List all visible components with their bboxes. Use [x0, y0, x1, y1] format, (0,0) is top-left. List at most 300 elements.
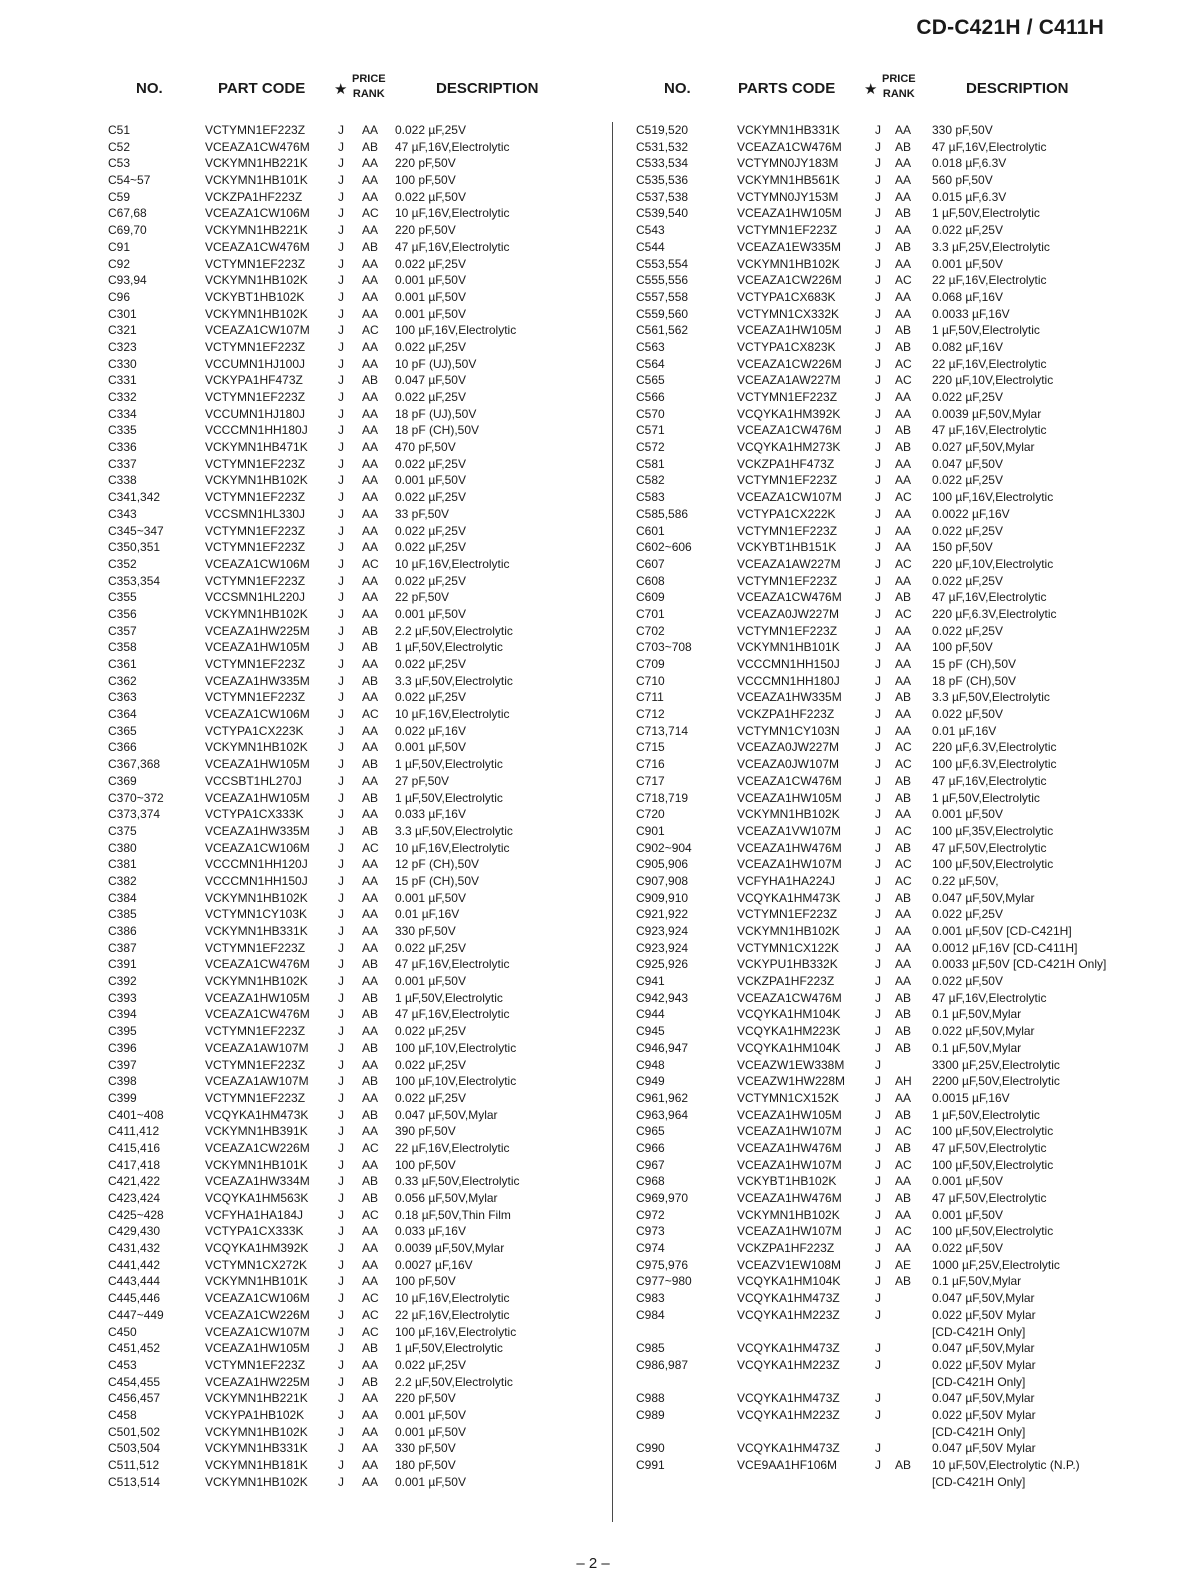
part-number: C535,536 — [636, 173, 689, 188]
part-number: C702 — [636, 623, 665, 638]
table-row — [636, 1390, 1136, 1407]
parts-table-left — [108, 70, 608, 1490]
part-number: C585,586 — [636, 506, 689, 521]
part-description: [CD-C421H Only] — [932, 1374, 1026, 1389]
part-number: C555,556 — [636, 273, 689, 288]
part-description: 10 pF (UJ),50V — [395, 356, 477, 371]
part-code: VCKYMN1HB221K — [205, 156, 308, 171]
table-row — [636, 1324, 1136, 1341]
part-number: C441,442 — [108, 1257, 161, 1272]
table-row — [108, 1173, 608, 1190]
destination-code: J — [875, 790, 881, 805]
part-code: VCEAZA1HW476M — [737, 840, 842, 855]
table-row — [636, 289, 1136, 306]
part-number: C364 — [108, 707, 137, 722]
destination-code: J — [338, 840, 344, 855]
part-code: VCEAZA1HW105M — [205, 790, 310, 805]
price-rank: AA — [362, 490, 379, 505]
table-row — [636, 856, 1136, 873]
part-code: VCTYMN1CX272K — [205, 1257, 308, 1272]
part-code: VCEAZA1HW335M — [737, 690, 842, 705]
part-description: 0.022 µF,25V — [395, 690, 466, 705]
part-code: VCTYMN1EF223Z — [737, 523, 838, 538]
price-rank: AA — [362, 1407, 379, 1422]
price-rank: AA — [362, 924, 379, 938]
table-row — [108, 1073, 608, 1090]
price-rank: AA — [895, 623, 912, 638]
part-description: 0.01 µF,16V — [932, 723, 997, 738]
destination-code: J — [875, 306, 881, 321]
table-row — [108, 990, 608, 1007]
table-row — [108, 589, 608, 606]
part-code: VCEAZA0JW107M — [737, 757, 840, 772]
destination-code: J — [338, 640, 344, 655]
part-description: 0.33 µF,50V,Electrolytic — [395, 1174, 520, 1189]
price-rank: AB — [362, 1374, 379, 1389]
destination-code: J — [338, 1341, 344, 1356]
part-number: C423,424 — [108, 1191, 161, 1205]
part-code: VCE9AA1HF106M — [737, 1458, 838, 1472]
destination-code: J — [875, 239, 881, 254]
destination-code: J — [875, 623, 881, 638]
destination-code: J — [875, 423, 881, 438]
header-star-icon: ★ — [864, 81, 878, 98]
part-description: 0.0027 µF,16V — [395, 1257, 473, 1272]
part-number: C513,514 — [108, 1474, 161, 1489]
part-number: C909,910 — [636, 890, 689, 905]
part-description: 100 pF,50V — [395, 1157, 456, 1172]
part-number: C429,430 — [108, 1224, 161, 1239]
part-code: VCTYMN1CY103N — [737, 723, 840, 738]
destination-code: J — [338, 1274, 344, 1289]
table-row — [636, 139, 1136, 156]
table-row — [108, 339, 608, 356]
price-rank: AA — [895, 673, 912, 688]
header-price-rank: PRICE RANK — [882, 73, 916, 100]
part-code: VCEAZA1HW107M — [737, 1224, 842, 1239]
part-number: C561,562 — [636, 323, 689, 338]
part-code: VCKYMN1HB561K — [737, 173, 840, 188]
part-code: VCEAZA1HW105M — [737, 206, 842, 221]
part-description: 22 µF,16V,Electrolytic — [932, 356, 1047, 371]
part-number: C380 — [108, 840, 137, 855]
table-row — [636, 306, 1136, 323]
destination-code: J — [338, 406, 344, 421]
part-description: 100 µF,50V,Electrolytic — [932, 1124, 1054, 1139]
price-rank: AB — [895, 1140, 912, 1155]
part-code: VCQYKA1HM223Z — [737, 1407, 840, 1422]
table-row — [636, 906, 1136, 923]
table-row — [108, 272, 608, 289]
part-number: C92 — [108, 256, 131, 271]
part-number: C393 — [108, 990, 137, 1005]
destination-code: J — [338, 1291, 344, 1306]
destination-code: J — [338, 1207, 344, 1222]
destination-code: J — [875, 1391, 881, 1406]
destination-code: J — [338, 974, 344, 989]
table-row — [636, 1307, 1136, 1324]
table-row — [108, 1474, 608, 1491]
part-code: VCEAZA1HW107M — [737, 1124, 842, 1139]
destination-code: J — [338, 189, 344, 204]
destination-code: J — [875, 573, 881, 588]
part-code: VCTYMN1EF223Z — [737, 907, 838, 922]
part-description: 0.022 µF,25V — [395, 1057, 466, 1072]
table-row — [108, 422, 608, 439]
part-description: 0.001 µF,50V — [395, 740, 466, 755]
part-description: 0.022 µF,25V — [395, 540, 466, 555]
price-rank: AA — [895, 723, 912, 738]
part-code: VCEAZA1HW335M — [205, 823, 310, 838]
part-description: 0.047 µF,50V,Mylar — [395, 1107, 498, 1122]
destination-code: J — [875, 1241, 881, 1256]
destination-code: J — [875, 490, 881, 505]
part-code: VCTYMN1EF223Z — [205, 339, 306, 354]
part-number: C571 — [636, 423, 665, 438]
destination-code: J — [875, 1057, 881, 1072]
destination-code: J — [338, 1458, 344, 1472]
destination-code: J — [875, 1140, 881, 1155]
part-description: 0.001 µF,50V — [932, 1207, 1003, 1222]
part-code: VCEAZA1HW225M — [205, 623, 310, 638]
price-rank: AA — [362, 456, 379, 471]
part-description: 0.022 µF,25V — [395, 573, 466, 588]
part-description: 330 pF,50V — [395, 1441, 456, 1456]
part-code: VCTYMN1EF223Z — [205, 540, 306, 555]
destination-code: J — [875, 1040, 881, 1055]
table-row — [108, 1324, 608, 1341]
part-code: VCKYMN1HB102K — [205, 606, 308, 621]
part-code: VCTYMN1EF223Z — [205, 390, 306, 404]
destination-code: J — [338, 390, 344, 404]
part-number: C443,444 — [108, 1274, 161, 1289]
table-row — [108, 1307, 608, 1324]
destination-code: J — [875, 506, 881, 521]
price-rank: AB — [362, 990, 379, 1005]
part-code: VCEAZA1CW476M — [737, 990, 842, 1005]
destination-code: J — [338, 506, 344, 521]
table-row — [108, 439, 608, 456]
price-rank: AA — [895, 123, 912, 137]
part-code: VCEAZA1CW476M — [737, 139, 842, 154]
part-code: VCQYKA1HM563K — [205, 1191, 309, 1205]
price-rank: AA — [895, 1241, 912, 1256]
part-description: 10 µF,50V,Electrolytic (N.P.) — [932, 1458, 1080, 1472]
destination-code: J — [338, 473, 344, 488]
part-description: 560 pF,50V — [932, 173, 993, 188]
price-rank: AC — [362, 206, 379, 221]
price-rank: AC — [362, 1291, 379, 1306]
part-number: C701 — [636, 606, 665, 621]
part-number: C941 — [636, 974, 665, 989]
part-number: C948 — [636, 1057, 665, 1072]
table-row — [636, 1357, 1136, 1374]
part-number: C709 — [636, 657, 665, 671]
table-row — [636, 706, 1136, 723]
part-description: 0.022 µF,25V — [932, 223, 1003, 238]
part-code: VCEAZA1HW105M — [205, 990, 310, 1005]
part-code: VCTYMN1EF223Z — [737, 223, 838, 238]
price-rank: AB — [895, 1191, 912, 1205]
price-rank: AA — [362, 223, 379, 238]
part-code: VCEAZA1CW476M — [205, 139, 310, 154]
part-number: C710 — [636, 673, 665, 688]
part-number: C963,964 — [636, 1107, 689, 1122]
price-rank: AA — [362, 1424, 379, 1439]
table-row — [636, 272, 1136, 289]
part-number: C335 — [108, 423, 137, 438]
header-parts-code: PARTS CODE — [738, 80, 836, 97]
table-row — [636, 806, 1136, 823]
part-description: 0.001 µF,50V — [395, 273, 466, 288]
destination-code: J — [875, 707, 881, 722]
price-rank: AA — [362, 690, 379, 705]
part-code: VCQYKA1HM104K — [737, 1007, 841, 1022]
part-code: VCEAZA1HW105M — [737, 323, 842, 338]
price-rank: AA — [362, 123, 379, 137]
part-number: C350,351 — [108, 540, 161, 555]
part-number: C572 — [636, 440, 665, 455]
part-code: VCEAZW1EW338M — [737, 1057, 845, 1072]
part-number: C968 — [636, 1174, 665, 1189]
destination-code: J — [338, 339, 344, 354]
table-row — [108, 222, 608, 239]
part-number: C417,418 — [108, 1157, 161, 1172]
price-rank: AA — [362, 573, 379, 588]
destination-code: J — [875, 690, 881, 705]
part-number: C533,534 — [636, 156, 689, 171]
price-rank: AC — [362, 707, 379, 722]
price-rank: AC — [895, 857, 912, 872]
part-description: 10 µF,16V,Electrolytic — [395, 1291, 510, 1306]
part-code: VCEAZA1CW226M — [737, 273, 842, 288]
destination-code: J — [338, 1474, 344, 1489]
part-description: 0.022 µF,50V,Mylar — [932, 1024, 1035, 1039]
part-description: 3.3 µF,25V,Electrolytic — [932, 239, 1050, 254]
price-rank: AA — [362, 590, 379, 605]
destination-code: J — [338, 606, 344, 621]
price-rank: AB — [895, 339, 912, 354]
table-row — [636, 523, 1136, 540]
destination-code: J — [338, 807, 344, 822]
price-rank: AC — [895, 606, 912, 621]
price-rank: AA — [362, 807, 379, 822]
destination-code: J — [338, 957, 344, 972]
table-row — [636, 189, 1136, 206]
part-code: VCEAZA1HW105M — [205, 1341, 310, 1356]
destination-code: J — [338, 1107, 344, 1122]
table-row — [636, 205, 1136, 222]
price-rank: AB — [895, 690, 912, 705]
part-code: VCEAZA1AW107M — [205, 1074, 309, 1089]
part-number: C356 — [108, 606, 137, 621]
part-number: C967 — [636, 1157, 665, 1172]
part-number: C385 — [108, 907, 137, 922]
table-row — [108, 1290, 608, 1307]
part-description: 2.2 µF,50V,Electrolytic — [395, 623, 513, 638]
part-number: C358 — [108, 640, 137, 655]
part-code: VCTYMN1EF223Z — [205, 490, 306, 505]
table-row — [636, 489, 1136, 506]
destination-code: J — [875, 1291, 881, 1306]
part-code: VCTYMN1EF223Z — [205, 1024, 306, 1039]
part-description: 0.18 µF,50V,Thin Film — [395, 1207, 511, 1222]
part-code: VCEAZA1AW227M — [737, 373, 841, 388]
part-description: 47 µF,50V,Electrolytic — [932, 840, 1047, 855]
part-description: 1 µF,50V,Electrolytic — [932, 790, 1040, 805]
part-description: 470 pF,50V — [395, 440, 456, 455]
table-row — [636, 556, 1136, 573]
table-row — [108, 790, 608, 807]
table-row — [636, 1457, 1136, 1474]
destination-code: J — [338, 1424, 344, 1439]
part-code: VCTYMN1EF223Z — [205, 1090, 306, 1105]
part-description: 100 pF,50V — [395, 173, 456, 188]
price-rank: AA — [362, 423, 379, 438]
destination-code: J — [338, 1224, 344, 1239]
table-row — [636, 1123, 1136, 1140]
price-rank: AB — [895, 239, 912, 254]
part-code: VCKYMN1HB102K — [205, 1424, 308, 1439]
table-row — [636, 1374, 1136, 1391]
price-rank: AA — [895, 1090, 912, 1105]
part-code: VCTYPA1CX823K — [737, 339, 836, 354]
part-description: 0.022 µF,50V Mylar — [932, 1307, 1036, 1322]
table-row — [636, 1240, 1136, 1257]
table-row — [636, 956, 1136, 973]
part-code: VCCSMN1HL330J — [205, 506, 306, 521]
part-code: VCEAZA1CW476M — [737, 423, 842, 438]
part-description: 100 µF,50V,Electrolytic — [932, 1224, 1054, 1239]
part-number: C539,540 — [636, 206, 689, 221]
table-row — [636, 573, 1136, 590]
destination-code: J — [875, 373, 881, 388]
table-row — [108, 506, 608, 523]
part-number: C336 — [108, 440, 137, 455]
part-description: 0.056 µF,50V,Mylar — [395, 1191, 498, 1205]
table-row — [636, 1073, 1136, 1090]
part-number: C451,452 — [108, 1341, 161, 1356]
part-number: C450 — [108, 1324, 137, 1339]
table-row — [636, 1023, 1136, 1040]
table-row — [108, 806, 608, 823]
part-description: 0.001 µF,50V [CD-C421H] — [932, 924, 1072, 938]
table-row — [636, 656, 1136, 673]
destination-code: J — [338, 540, 344, 555]
price-rank: AB — [895, 990, 912, 1005]
destination-code: J — [875, 1224, 881, 1239]
part-number: C986,987 — [636, 1357, 689, 1372]
price-rank: AB — [895, 790, 912, 805]
part-code: VCKYMN1HB391K — [205, 1124, 308, 1139]
price-rank: AB — [362, 757, 379, 772]
table-row — [636, 372, 1136, 389]
part-number: C394 — [108, 1007, 137, 1022]
part-code: VCCCMN1HH150J — [205, 873, 308, 888]
part-number: C718,719 — [636, 790, 689, 805]
price-rank: AC — [362, 840, 379, 855]
destination-code: J — [338, 523, 344, 538]
price-rank: AA — [362, 1090, 379, 1105]
part-number: C570 — [636, 406, 665, 421]
table-row — [636, 840, 1136, 857]
destination-code: J — [875, 673, 881, 688]
destination-code: J — [338, 740, 344, 755]
price-rank: AA — [362, 657, 379, 671]
price-rank: AC — [895, 823, 912, 838]
destination-code: J — [875, 990, 881, 1005]
price-rank: AC — [895, 757, 912, 772]
table-row — [108, 1057, 608, 1074]
part-description: 0.0015 µF,16V — [932, 1090, 1010, 1105]
part-description: 1 µF,50V,Electrolytic — [932, 206, 1040, 221]
destination-code: J — [338, 1357, 344, 1372]
destination-code: J — [338, 1307, 344, 1322]
part-code: VCCCMN1HH120J — [205, 857, 308, 872]
part-number: C373,374 — [108, 807, 161, 822]
part-code: VCTYPA1CX683K — [737, 289, 836, 304]
destination-code: J — [875, 757, 881, 772]
part-number: C399 — [108, 1090, 137, 1105]
part-code: VCTYPA1CX333K — [205, 807, 304, 822]
part-number: C338 — [108, 473, 137, 488]
price-rank: AB — [362, 1074, 379, 1089]
part-description: 1 µF,50V,Electrolytic — [395, 757, 503, 772]
part-number: C501,502 — [108, 1424, 161, 1439]
price-rank: AB — [362, 623, 379, 638]
part-description: 0.022 µF,25V — [395, 339, 466, 354]
table-row — [108, 489, 608, 506]
table-header-right — [636, 70, 1136, 122]
part-description: 1000 µF,25V,Electrolytic — [932, 1257, 1060, 1272]
destination-code: J — [875, 657, 881, 671]
part-code: VCCCMN1HH180J — [205, 423, 308, 438]
part-number: C988 — [636, 1391, 665, 1406]
destination-code: J — [875, 1024, 881, 1039]
table-row — [108, 656, 608, 673]
part-number: C382 — [108, 873, 137, 888]
destination-code: J — [338, 773, 344, 788]
part-description: 0.001 µF,50V — [395, 890, 466, 905]
part-number: C366 — [108, 740, 137, 755]
table-row — [108, 539, 608, 556]
price-rank: AA — [362, 1057, 379, 1072]
part-description: 0.022 µF,50V Mylar — [932, 1357, 1036, 1372]
part-code: VCQYKA1HM223K — [737, 1024, 841, 1039]
table-row — [636, 406, 1136, 423]
part-code: VCKYMN1HB101K — [737, 640, 840, 655]
table-row — [636, 639, 1136, 656]
table-row — [108, 155, 608, 172]
part-description: 0.001 µF,50V — [395, 289, 466, 304]
price-rank: AA — [895, 657, 912, 671]
part-description: 0.0022 µF,16V — [932, 506, 1010, 521]
destination-code: J — [875, 523, 881, 538]
part-description: 100 pF,50V — [932, 640, 993, 655]
price-rank: AA — [362, 390, 379, 404]
destination-code: J — [875, 456, 881, 471]
part-number: C503,504 — [108, 1441, 161, 1456]
destination-code: J — [875, 1407, 881, 1422]
destination-code: J — [875, 1107, 881, 1122]
part-number: C974 — [636, 1241, 665, 1256]
price-rank: AA — [362, 1024, 379, 1039]
part-number: C990 — [636, 1441, 665, 1456]
table-row — [108, 856, 608, 873]
table-row — [636, 155, 1136, 172]
table-row — [108, 1006, 608, 1023]
part-description: 220 pF,50V — [395, 1391, 456, 1406]
